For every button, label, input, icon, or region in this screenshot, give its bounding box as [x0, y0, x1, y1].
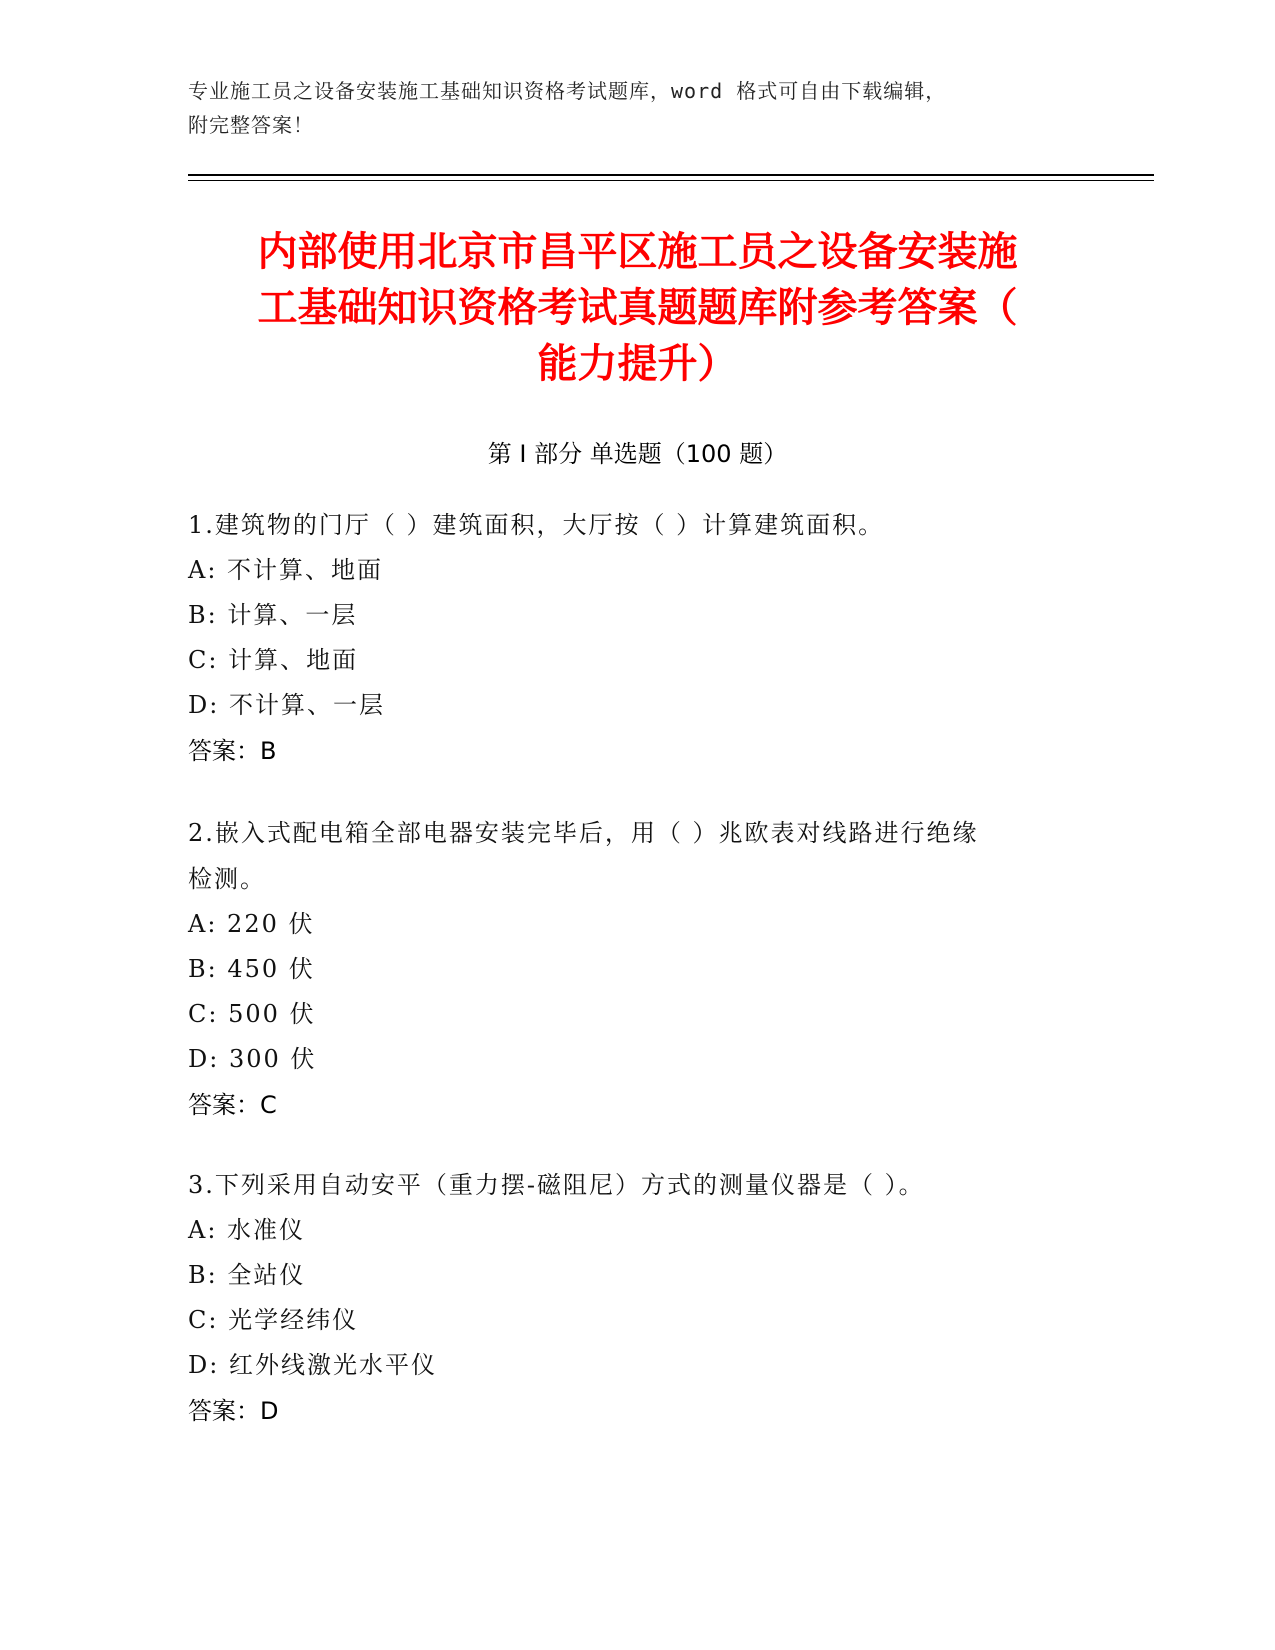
- option-b: B: 计算、一层: [188, 601, 358, 629]
- option-c: C: 计算、地面: [188, 646, 359, 674]
- option-c: C: 光学经纬仪: [188, 1306, 359, 1334]
- question-3: [188, 1162, 1088, 1434]
- document-title-line: 工基础知识资格考试真题题库附参考答案（: [257, 285, 1018, 331]
- option-a: A: 不计算、地面: [188, 556, 384, 584]
- document-title: [190, 224, 1085, 392]
- option-a: A: 220 伏: [188, 910, 315, 938]
- question-stem: [188, 810, 1088, 902]
- answer: 答案：D: [188, 1397, 279, 1425]
- answer: 答案：B: [188, 737, 277, 765]
- header-divider-thin: [188, 180, 1154, 181]
- option-a: A: 水准仪: [188, 1216, 306, 1244]
- section-heading: 第 I 部分 单选题（100 题）: [487, 440, 788, 468]
- header-divider-thick: [188, 174, 1154, 176]
- option-d: D: 不计算、一层: [188, 691, 385, 719]
- question-2: [188, 810, 1088, 1128]
- option-b: B: 450 伏: [188, 955, 315, 983]
- document-title-line: 能力提升）: [537, 341, 738, 387]
- answer: 答案：C: [188, 1091, 277, 1119]
- question-stem-line: 3.下列采用自动安平（重力摆-磁阻尼）方式的测量仪器是（ ）。: [188, 1171, 925, 1199]
- option-b: B: 全站仪: [188, 1261, 306, 1289]
- question-stem-line: 检测。: [188, 865, 266, 893]
- option-d: D: 红外线激光水平仪: [188, 1351, 437, 1379]
- header-note: [188, 74, 1068, 142]
- question-stem: [188, 502, 1088, 548]
- header-note-line: 附完整答案！: [188, 113, 314, 137]
- header-note-line: 专业施工员之设备安装施工基础知识资格考试题库，word 格式可自由下载编辑，: [188, 79, 947, 103]
- option-d: D: 300 伏: [188, 1045, 317, 1073]
- question-stem-line: 2.嵌入式配电箱全部电器安装完毕后，用（ ）兆欧表对线路进行绝缘: [188, 819, 979, 847]
- question-stem: [188, 1162, 1088, 1208]
- question-stem-line: 1.建筑物的门厅（ ）建筑面积，大厅按（ ）计算建筑面积。: [188, 511, 885, 539]
- document-title-line: 内部使用北京市昌平区施工员之设备安装施: [257, 229, 1018, 275]
- option-c: C: 500 伏: [188, 1000, 316, 1028]
- question-1: [188, 502, 1088, 774]
